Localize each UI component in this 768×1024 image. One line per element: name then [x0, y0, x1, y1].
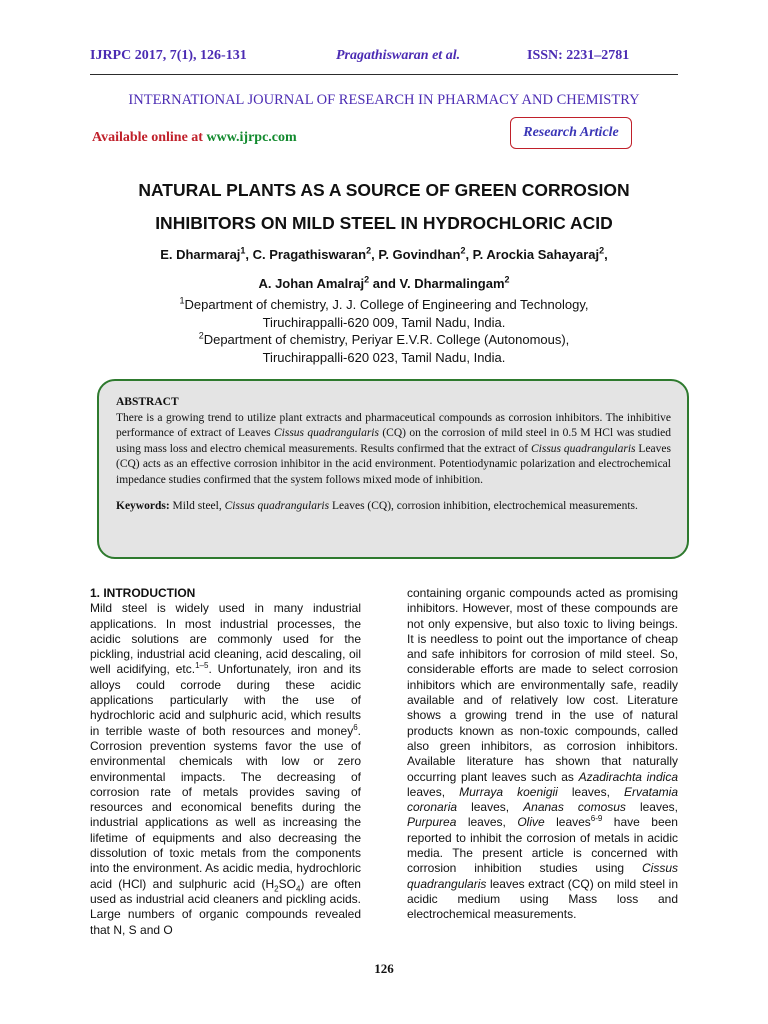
availability-label: Available online at: [92, 130, 203, 145]
author-separator: ,: [604, 247, 608, 262]
affiliation-1-line-2: Tiruchirappalli-620 009, Tamil Nadu, India.: [262, 314, 506, 330]
authors-line-1: [80, 240, 688, 269]
availability-line: [92, 130, 297, 146]
title-line-2: INHIBITORS ON MILD STEEL IN HYDROCHLORIC ACID: [155, 213, 613, 233]
author-name: , P. Govindhan: [371, 247, 461, 262]
paragraph-text: ) are often used as industrial acid cleaners and pickling acids. Large numbers of organic compounds revealed that N, S and O: [90, 876, 361, 937]
species-name: Murraya koenigii: [459, 784, 558, 799]
affiliation-1: [80, 296, 688, 314]
author-name: A. Johan Amalraj: [258, 276, 365, 291]
formula-subscript: 4: [295, 884, 301, 894]
paragraph-text: . Corrosion prevention systems favor the use of environmental chemicals with low or zero environmental impacts. The decreasing of corrosion rate of metals provides saving of resources and economical benefits during the industrial applications as well as increasing the lifetime of equipments and also decreasing the dissolution of toxic metals from the components into the environment. As acidic media, hydrochloric acid (HCl) and sulphuric acid (H: [90, 723, 361, 891]
species-name: Cissus quadrangularis: [273, 427, 379, 440]
author-list: [80, 240, 688, 298]
paragraph-text: have been reported to inhibit the corrosion of metals in acidic media. The present article is concerned with corrosion inhibition studies using: [407, 815, 678, 876]
abstract-box: [97, 379, 689, 559]
species-name: Cissus quadrangularis: [530, 442, 636, 455]
author-affil-mark: 2: [599, 245, 605, 256]
paragraph-text: leaves,: [557, 784, 624, 799]
citation-ref: 1–5: [195, 661, 209, 671]
affil-mark: 2: [198, 330, 204, 341]
formula-subscript: 2: [274, 884, 279, 894]
paper-title: [80, 174, 688, 240]
author-name: , P. Arockia Sahayaraj: [465, 247, 600, 262]
affiliation-2: [80, 331, 688, 349]
keywords: [116, 499, 671, 515]
affiliation-2-line-2: Tiruchirappalli-620 023, Tamil Nadu, India.: [262, 349, 506, 365]
citation-text: IJRPC 2017, 7(1), 126-131: [90, 48, 247, 63]
abstract-text-part: Leaves (CQ) acts as an effective corrosion inhibitor in the acid environment. Potentiodynamic polarization and electrochemical impedance studies confirmed that the system follows mixed mode of inhibition.: [116, 442, 671, 486]
body-column-right: [407, 586, 678, 923]
author-affil-mark: 2: [364, 274, 370, 285]
section-heading: 1. INTRODUCTION: [90, 586, 196, 600]
paragraph-text: . Unfortunately, iron and its alloys could corrode during these acidic applications particularly with the use of hydrochloric acid and sulphuric acid, which results in terrible waste of both resources and money: [90, 662, 361, 738]
author-short-text: Pragathiswaran et al.: [336, 48, 461, 63]
affiliation-2-line-1: Department of chemistry, Periyar E.V.R. College (Autonomous),: [203, 332, 570, 347]
authors-line-2: [80, 269, 688, 298]
page-number: 126: [374, 961, 394, 976]
citation-ref: 6: [353, 722, 358, 732]
paragraph-text: leaves,: [625, 800, 678, 815]
affiliation-1-line-1: Department of chemistry, J. J. College of Engineering and Technology,: [184, 297, 589, 312]
paragraph-text: SO: [278, 876, 296, 891]
issn-text: ISSN: 2231–2781: [527, 48, 630, 63]
affiliations: [80, 296, 688, 366]
abstract-content: [116, 395, 671, 514]
abstract-heading: ABSTRACT: [116, 396, 179, 408]
paragraph-text: leaves,: [457, 800, 524, 815]
header-divider: [90, 74, 678, 75]
intro-paragraph-continued: [407, 586, 678, 923]
species-name: Cissus quadrangularis: [224, 499, 330, 512]
keywords-text: Leaves (CQ), corrosion inhibition, electrochemical measurements.: [329, 499, 638, 512]
author-name: and V. Dharmalingam: [369, 276, 505, 291]
author-affil-mark: 2: [460, 245, 466, 256]
intro-paragraph: [90, 601, 361, 938]
paragraph-text: leaves extract (CQ) on mild steel in acidic medium using Mass loss and electrochemical measurements.: [407, 876, 678, 922]
keywords-label: Keywords:: [116, 499, 170, 512]
paragraph-text: leaves,: [456, 815, 518, 830]
citation-ref: 6-9: [590, 814, 603, 824]
paragraph-text: leaves: [544, 815, 591, 830]
running-header: [90, 48, 678, 68]
author-affil-mark: 2: [366, 245, 372, 256]
paragraph-text: containing organic compounds acted as promising inhibitors. However, most of these compounds are not only expensive, but also toxic to living beings. It is needless to point out the importance of cheap and safe inhibitors for corrosion of mild steel. So, considerable efforts are made to select corrosion inhibitors which are environmentally safe, readily available and of relatively low cost. Literature shows a growing trend in the use of natural products known as non-toxic compounds, called also green inhibitors, as corrosion inhibitors. Available literature has shown that naturally occurring plant leaves such as: [407, 586, 678, 784]
author-affil-mark: 1: [240, 245, 246, 256]
paragraph-text: leaves,: [407, 784, 460, 799]
keywords-text: Mild steel,: [169, 499, 225, 512]
species-name: Olive: [517, 815, 545, 830]
journal-name: INTERNATIONAL JOURNAL OF RESEARCH IN PHARMACY AND CHEMISTRY: [128, 92, 640, 108]
abstract-text: [116, 411, 671, 489]
body-column-left: [90, 586, 361, 938]
species-name: Ananas comosus: [523, 800, 626, 815]
author-name: , C. Pragathiswaran: [245, 247, 367, 262]
author-affil-mark: 2: [504, 274, 510, 285]
paragraph-text: Mild steel is widely used in many industrial applications. In most industrial processes, the acidic solutions are commonly used for the pickling, industrial acid cleaning, acid descaling, oil well acidifying, etc.: [90, 601, 361, 677]
affil-mark: 1: [179, 295, 185, 306]
species-name: Ervatamia coronaria: [407, 784, 678, 815]
abstract-text-part: There is a growing trend to utilize plant extracts and pharmaceutical compounds as corrosion inhibitors. The inhibitive performance of extract of Leaves: [116, 411, 671, 440]
species-name: Cissus quadrangularis: [407, 861, 678, 891]
species-name: Purpurea: [407, 815, 457, 830]
author-name: E. Dharmaraj: [160, 247, 241, 262]
journal-url-link[interactable]: www.ijrpc.com: [206, 130, 297, 145]
title-line-1: NATURAL PLANTS AS A SOURCE OF GREEN CORROSION: [138, 180, 630, 200]
article-type-badge: Research Article: [510, 117, 632, 149]
abstract-text-part: (CQ) on the corrosion of mild steel in 0.5 M HCl was studied using mass loss and electro chemical measurements. Results confirmed that the extract of: [116, 427, 671, 455]
species-name: Azadirachta indica: [578, 769, 678, 784]
